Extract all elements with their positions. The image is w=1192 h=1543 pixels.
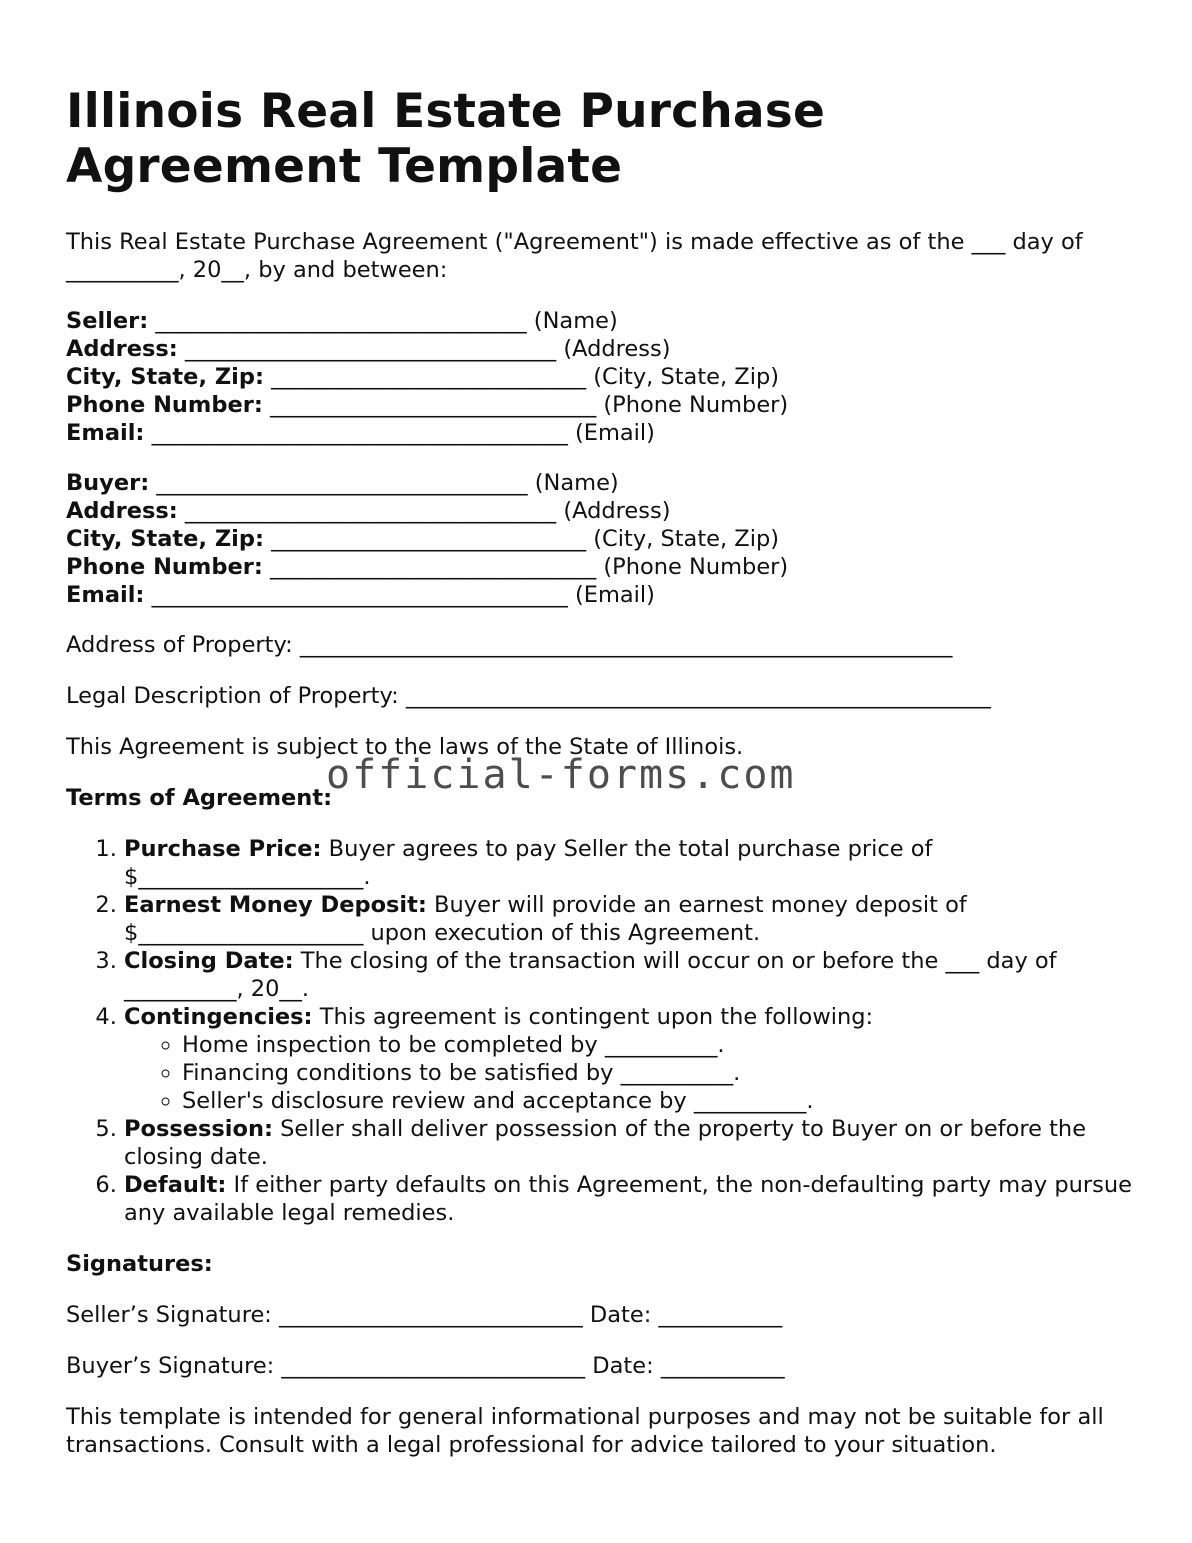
term-label: Closing Date: [124,948,294,974]
seller-phone-label: Phone Number: [66,392,263,418]
seller-address-label: Address: [66,336,178,362]
seller-phone-field: _____________________________ (Phone Number) [262,392,789,418]
signatures-heading: Signatures: [66,1251,213,1277]
term-label: Purchase Price: [124,836,322,862]
seller-city-label: City, State, Zip: [66,364,264,390]
term-item [124,835,1136,891]
buyer-email-label: Email: [66,582,145,608]
term-item [124,1171,1136,1227]
buyer-email-row [66,581,1136,609]
term-item [124,947,1136,1003]
buyer-address-row [66,497,1136,525]
term-text: If either party defaults on this Agreement, the non-defaulting party may pursue any available legal remedies. [124,1172,1132,1226]
seller-address-field: _________________________________ (Address) [177,336,671,362]
buyer-name-row [66,469,1136,497]
seller-name-label: Seller: [66,308,149,334]
buyer-phone-row [66,553,1136,581]
seller-city-row [66,363,1136,391]
seller-email-row [66,419,1136,447]
contingency-item: ◦ Seller's disclosure review and acceptance by __________. [182,1087,1136,1115]
buyer-address-label: Address: [66,498,178,524]
buyer-name-field: _________________________________ (Name) [149,470,619,496]
contingencies-list [124,1031,1136,1115]
contingency-item: ◦ Home inspection to be completed by __________. [182,1031,1136,1059]
document-title: Illinois Real Estate Purchase Agreement Template [66,84,826,194]
term-text: Seller shall deliver possession of the property to Buyer on or before the closing date. [124,1116,1087,1170]
term-text: This agreement is contingent upon the following: [312,1004,874,1030]
term-label: Contingencies: [124,1004,313,1030]
buyer-signature-line: Buyer’s Signature: ___________________________ Date: ___________ [66,1353,785,1379]
seller-signature-line: Seller’s Signature: ___________________________ Date: ___________ [66,1302,783,1328]
term-item [124,891,1136,947]
buyer-city-row [66,525,1136,553]
seller-name-field: _________________________________ (Name) [148,308,618,334]
buyer-phone-label: Phone Number: [66,554,263,580]
term-item [124,1115,1136,1171]
seller-name-row [66,307,1136,335]
term-label: Possession: [124,1116,273,1142]
intro-paragraph: This Real Estate Purchase Agreement ("Agreement") is made effective as of the ___ day of __________, 20__, by and between: [66,229,1083,283]
buyer-name-label: Buyer: [66,470,150,496]
governing-law-statement: This Agreement is subject to the laws of the State of Illinois. [66,734,744,760]
terms-heading: Terms of Agreement: [66,785,333,811]
seller-city-field: ____________________________ (City, State, Zip) [263,364,780,390]
term-text: The closing of the transaction will occur on or before the ___ day of __________, 20__. [124,948,1057,1002]
term-item [124,1003,1136,1115]
buyer-phone-field: _____________________________ (Phone Number) [262,554,789,580]
seller-email-field: _____________________________________ (Email) [144,420,655,446]
seller-address-row [66,335,1136,363]
property-address-line: Address of Property: __________________________________________________________ [66,632,953,658]
term-text: Buyer agrees to pay Seller the total purchase price of $____________________. [124,836,933,890]
buyer-email-field: _____________________________________ (Email) [144,582,655,608]
disclaimer-text: This template is intended for general informational purposes and may not be suitable for all transactions. Consult with a legal professional for advice tailored to your situation. [66,1404,1104,1458]
seller-phone-row [66,391,1136,419]
buyer-city-label: City, State, Zip: [66,526,264,552]
watermark: official-forms.com [326,752,796,798]
contingency-item: ◦ Financing conditions to be satisfied by __________. [182,1059,1136,1087]
term-label: Default: [124,1172,227,1198]
seller-info-block [66,307,1136,447]
buyer-info-block [66,469,1136,609]
buyer-city-field: ____________________________ (City, State, Zip) [263,526,780,552]
terms-list [66,835,1136,1227]
legal-description-line: Legal Description of Property: ____________________________________________________ [66,683,991,709]
seller-email-label: Email: [66,420,145,446]
term-text: Buyer will provide an earnest money deposit of $____________________ upon execution of this Agreement. [124,892,967,946]
term-label: Earnest Money Deposit: [124,892,427,918]
buyer-address-field: _________________________________ (Address) [177,498,671,524]
